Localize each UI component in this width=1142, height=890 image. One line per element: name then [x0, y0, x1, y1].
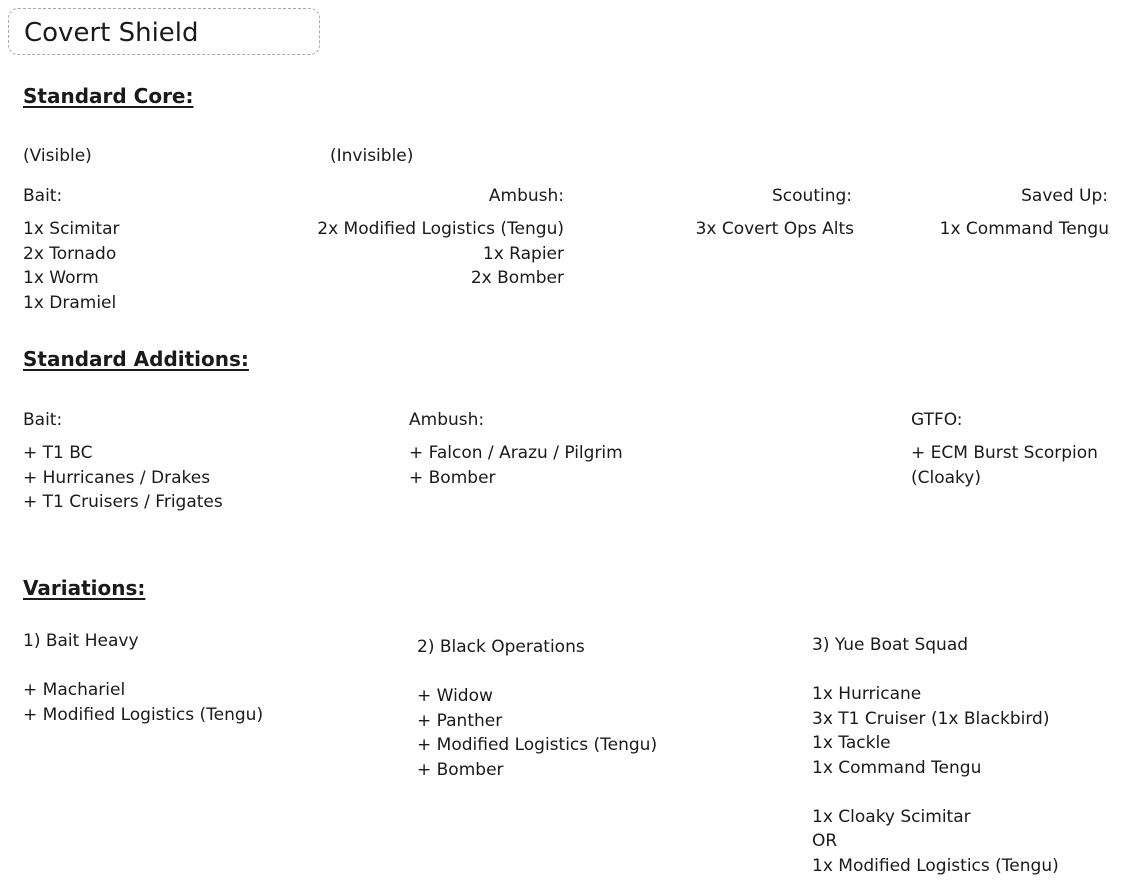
list-item: 1x Dramiel — [23, 292, 117, 313]
variation-3-title: 3) Yue Boat Squad — [812, 635, 969, 655]
list-item: 3x T1 Cruiser (1x Blackbird) — [812, 708, 1050, 729]
list-item: 2x Bomber — [470, 268, 564, 288]
list-item: + ECM Burst Scorpion — [911, 443, 1098, 463]
list-item: + Bomber — [409, 467, 496, 488]
variation-2-title: 2) Black Operations — [417, 637, 585, 657]
core-ambush-list — [317, 217, 564, 291]
core-ambush-label: Ambush: — [488, 186, 564, 206]
list-item: 1x Tackle — [812, 733, 891, 753]
list-item: OR — [812, 831, 838, 851]
list-item: + Hurricanes / Drakes — [23, 467, 211, 488]
core-saved-up-label: Saved Up: — [1021, 186, 1108, 206]
invisible-label: (Invisible) — [330, 146, 414, 166]
list-item: 1x Hurricane — [812, 684, 922, 704]
list-item: + Falcon / Arazu / Pilgrim — [409, 443, 623, 463]
list-item: 3x Covert Ops Alts — [695, 219, 854, 239]
list-item: + Panther — [417, 710, 503, 731]
additions-bait-label: Bait: — [23, 410, 63, 430]
variation-1-list — [23, 678, 263, 727]
list-item: 2x Modified Logistics (Tengu) — [317, 219, 564, 239]
list-item: + Widow — [417, 686, 493, 706]
list-item: 1x Command Tengu — [812, 757, 982, 778]
core-scouting-label: Scouting: — [772, 186, 852, 206]
list-item: 1x Cloaky Scimitar — [812, 806, 971, 827]
core-bait-list — [23, 217, 120, 315]
list-item: + Modified Logistics (Tengu) — [23, 704, 264, 725]
list-item: 1x Command Tengu — [939, 219, 1109, 239]
list-spacer — [812, 780, 1059, 805]
list-item: + T1 BC — [23, 443, 93, 463]
additions-bait-list — [23, 441, 223, 515]
list-item: + Machariel — [23, 680, 126, 700]
visible-label: (Visible) — [23, 146, 92, 166]
standard-additions-heading: Standard Additions: — [23, 347, 249, 371]
additions-ambush-label: Ambush: — [409, 410, 485, 430]
list-item: (Cloaky) — [911, 467, 981, 488]
list-item: 2x Tornado — [23, 243, 117, 264]
additions-gtfo-list — [911, 441, 1098, 490]
core-bait-label: Bait: — [23, 186, 63, 206]
title-box — [8, 8, 320, 55]
list-item: 1x Worm — [23, 268, 99, 288]
variation-3-list — [812, 682, 1059, 878]
variations-heading: Variations: — [23, 576, 146, 600]
list-item: + Bomber — [417, 759, 504, 780]
core-saved-up-list — [940, 217, 1109, 242]
list-item: 1x Rapier — [482, 243, 564, 264]
list-item: + Modified Logistics (Tengu) — [417, 735, 658, 755]
list-item: 1x Modified Logistics (Tengu) — [812, 855, 1059, 876]
list-item: + T1 Cruisers / Frigates — [23, 492, 223, 512]
additions-ambush-list — [409, 441, 623, 490]
core-scouting-list — [696, 217, 854, 242]
list-item: 1x Scimitar — [23, 219, 120, 239]
additions-gtfo-label: GTFO: — [911, 410, 963, 430]
variation-1-title: 1) Bait Heavy — [23, 631, 139, 651]
variation-2-list — [417, 684, 657, 782]
page-title: Covert Shield — [24, 18, 199, 48]
standard-core-heading: Standard Core: — [23, 84, 194, 108]
